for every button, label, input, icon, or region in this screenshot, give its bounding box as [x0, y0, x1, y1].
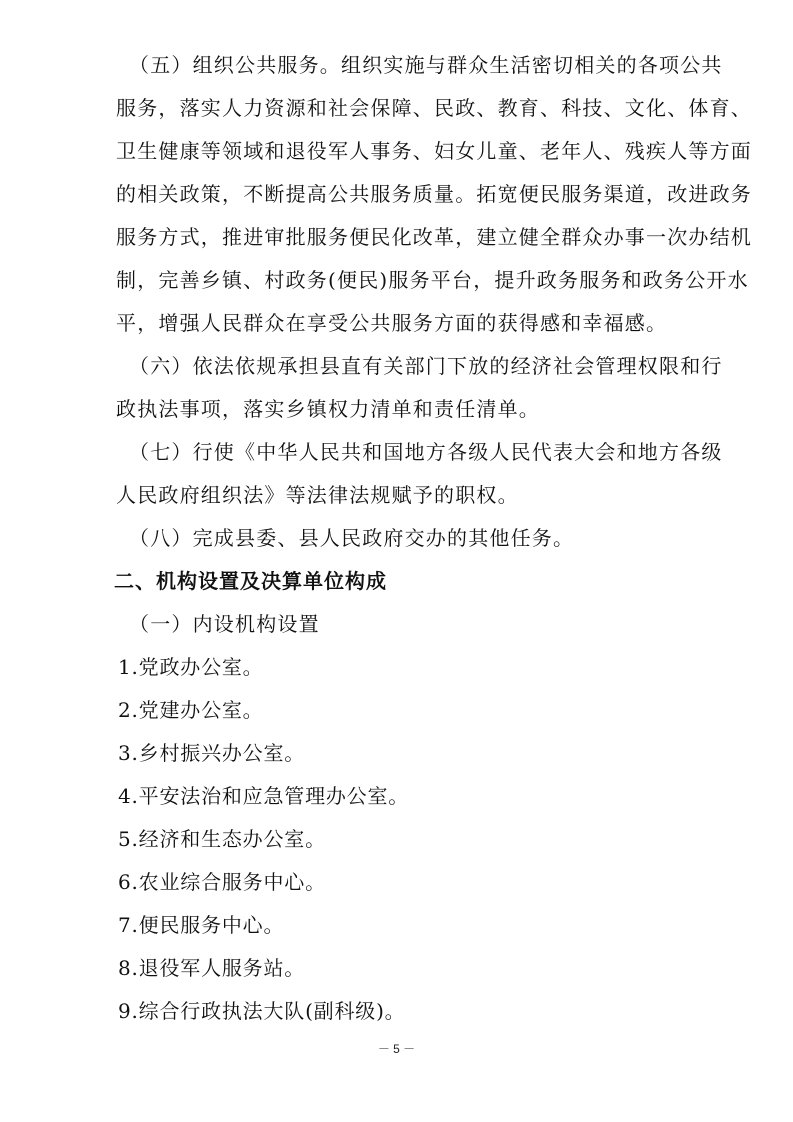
- paragraph-5-line-4: 的相关政策，不断提高公共服务质量。拓宽便民服务渠道，改进政务: [116, 182, 752, 206]
- list-item: 7.便民服务中心。: [118, 913, 285, 937]
- subsection-heading: （一）内设机构设置: [129, 612, 320, 636]
- paragraph-5-line-5: 服务方式，推进审批服务便民化改革，建立健全群众办事一次办结机: [116, 225, 752, 249]
- list-item: 4.平安法治和应急管理办公室。: [118, 784, 410, 808]
- list-item: 5.经济和生态办公室。: [118, 827, 326, 851]
- paragraph-5-line-2: 服务，落实人力资源和社会保障、民政、教育、科技、文化、体育、: [116, 96, 752, 120]
- paragraph-5-line-6: 制，完善乡镇、村政务(便民)服务平台，提升政务服务和政务公开水: [116, 268, 749, 292]
- paragraph-7-line-2: 人民政府组织法》等法律法规赋予的职权。: [116, 483, 519, 507]
- paragraph-6-line-1: （六）依法依规承担县直有关部门下放的经济社会管理权限和行: [129, 354, 723, 378]
- paragraph-5-line-1: （五）组织公共服务。组织实施与群众生活密切相关的各项公共: [129, 53, 723, 77]
- paragraph-7-line-1: （七）行使《中华人民共和国地方各级人民代表大会和地方各级: [129, 440, 723, 464]
- section-heading: 二、机构设置及决算单位构成: [114, 569, 387, 593]
- list-item: 8.退役军人服务站。: [118, 956, 306, 980]
- list-item: 2.党建办公室。: [118, 698, 264, 722]
- paragraph-8-line-1: （八）完成县委、县人民政府交办的其他任务。: [129, 526, 575, 550]
- list-item: 9.综合行政执法大队(副科级)。: [118, 999, 406, 1023]
- paragraph-5-line-7: 平，增强人民群众在享受公共服务方面的获得感和幸福感。: [116, 311, 668, 335]
- list-item: 1.党政办公室。: [118, 655, 264, 679]
- page-number: － 5 －: [377, 1042, 416, 1056]
- list-item: 3.乡村振兴办公室。: [118, 741, 306, 765]
- list-item: 6.农业综合服务中心。: [118, 870, 326, 894]
- paragraph-5-line-3: 卫生健康等领域和退役军人事务、妇女儿童、老年人、残疾人等方面: [116, 139, 752, 163]
- paragraph-6-line-2: 政执法事项，落实乡镇权力清单和责任清单。: [116, 397, 540, 421]
